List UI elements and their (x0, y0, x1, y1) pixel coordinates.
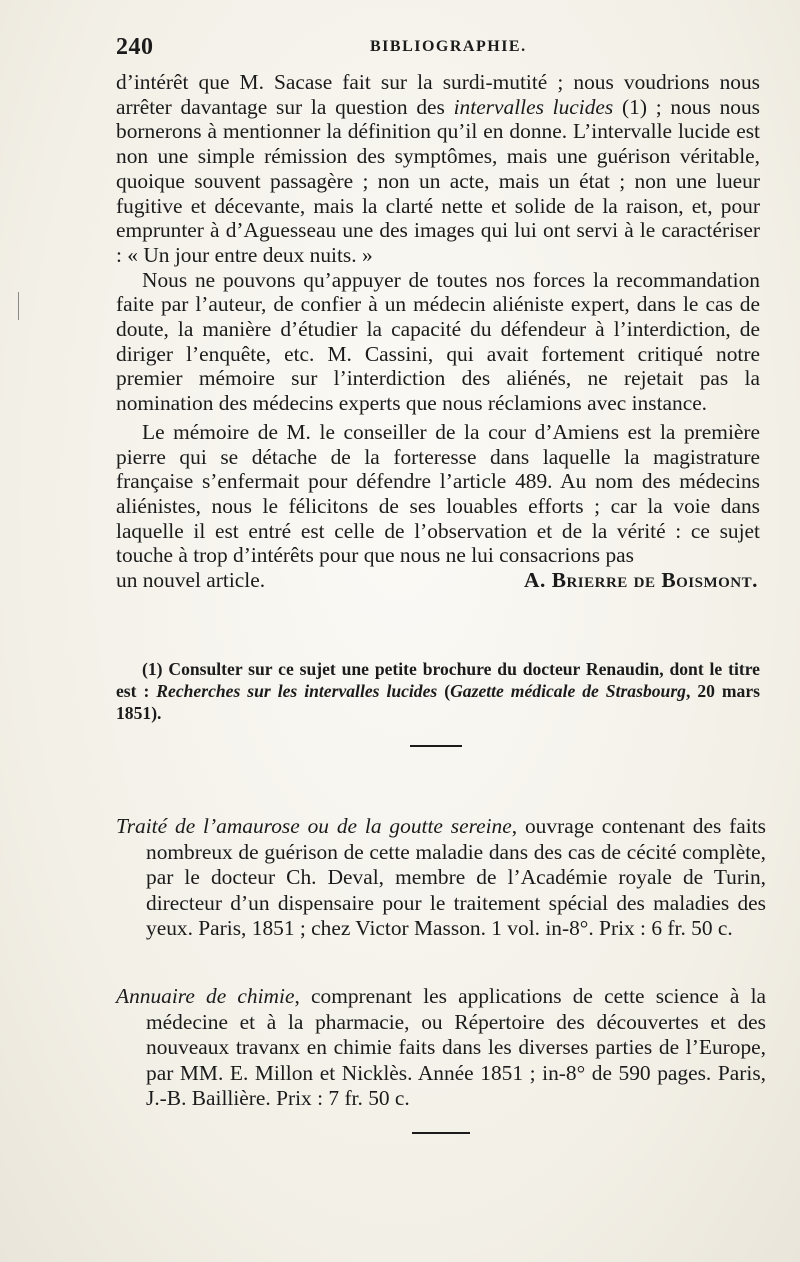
closing-line (116, 568, 760, 593)
section-divider (412, 1132, 470, 1134)
bibliography-entry (116, 814, 766, 942)
bibliography-entry-text: , comprenant les applications de cette science à la médecine et à la pharmacie, ou Répertoire des découvertes et des nouveaux travanx en chimie faits dans les diverses parties de l’Europe, par MM. E. Millon et Nicklès. Année 1851 ; in-8° de 590 pages. Paris, J.-B. Baillière. Prix : 7 fr. 50 c. (146, 984, 767, 1111)
bibliography-entry-title: Traité de l’amaurose ou de la goutte sereine (116, 814, 512, 839)
paragraph-3-last-line: un nouvel article. (116, 568, 266, 593)
paragraph-3: Le mémoire de M. le conseiller de la cour d’Amiens est la première pierre qui se détache de la forteresse dans laquelle la magistrature française s’enfermait pour défendre l’article 489. Au nom des médecins aliénistes, nous le félicitons de ses louables efforts ; car la voie dans laquelle il est entré est celle de l’observation et de la vérité : ce sujet touche à trop d’intérêts pour que nous ne lui consacrions pas (116, 419, 760, 568)
bibliography-entry (116, 984, 766, 1112)
footnote-text: Consulter sur ce sujet une petite brochure du docteur Renaudin, dont le titre est : (116, 658, 760, 701)
footnote-reference: (1) ; (613, 94, 662, 119)
footnote-journal: Gazette médicale de Strasbourg (450, 680, 686, 701)
footnote-title: Recherches sur les intervalles lucides (156, 680, 438, 701)
page-number: 240 (116, 34, 154, 60)
author-name: Brierre de Boismont (551, 568, 753, 593)
paragraph-1 (116, 70, 760, 268)
article-body (116, 70, 760, 593)
footnote: (1) Consulter sur ce sujet une petite brochure du docteur Renaudin, dont le titre est : Recherches sur les intervalles lucides (Gazette médicale de Strasbourg, 20 mars 1851). (116, 658, 760, 723)
footnote-marker: (1) (142, 658, 163, 679)
paragraph-1-rest: nous nous bornerons à mentionner la définition qu’il en donne. L’intervalle lucide est non une simple rémission des symptômes, mais une guérison véritable, quoique souvent passagère ; non un acte, mais un état ; non une lueur fugitive et décevante, mais la clarté nette et solide de la raison, et, pour emprunter à d’Aguesseau une des images qui lui ont servi à le caractériser : « Un jour entre deux nuits. » (116, 94, 760, 267)
paragraph-1-text: d’intérêt que M. Sacase fait sur la surdi-mutité ; nous voudrions nous arrêter davantage sur la question des (116, 70, 760, 119)
section-divider (410, 745, 462, 747)
page-header (116, 34, 760, 64)
footnote-date: , 20 mars 1851). (116, 680, 760, 723)
running-title: BIBLIOGRAPHIE. (370, 38, 527, 55)
margin-pencil-mark (18, 292, 19, 320)
author-signature: A. Brierre de Boismont. (524, 568, 758, 593)
bibliography-entry-title: Annuaire de chimie (116, 984, 295, 1009)
paragraph-1-italic-term: intervalles lucides (453, 94, 614, 119)
bibliography-entry-text: , ouvrage contenant des faits nombreux de guérison de cette maladie dans des cas de cécité complète, par le docteur Ch. Deval, membre de l’Académie royale de Turin, directeur d’un dispensaire pour le traitement spécial des maladies des yeux. Paris, 1851 ; chez Victor Masson. 1 vol. in-8°. Prix : 6 fr. 50 c. (146, 814, 767, 941)
paragraph-2: Nous ne pouvons qu’appuyer de toutes nos forces la recommandation faite par l’auteur, de confier à un médecin aliéniste expert, dans le cas de doute, la manière d’étudier la capacité du défendeur à l’interdiction, de diriger l’enquête, etc. M. Cassini, qui avait fortement critiqué notre premier mémoire sur l’interdiction des aliénés, ne rejetait pas la nomination des médecins experts que nous réclamions avec instance. (116, 267, 760, 416)
